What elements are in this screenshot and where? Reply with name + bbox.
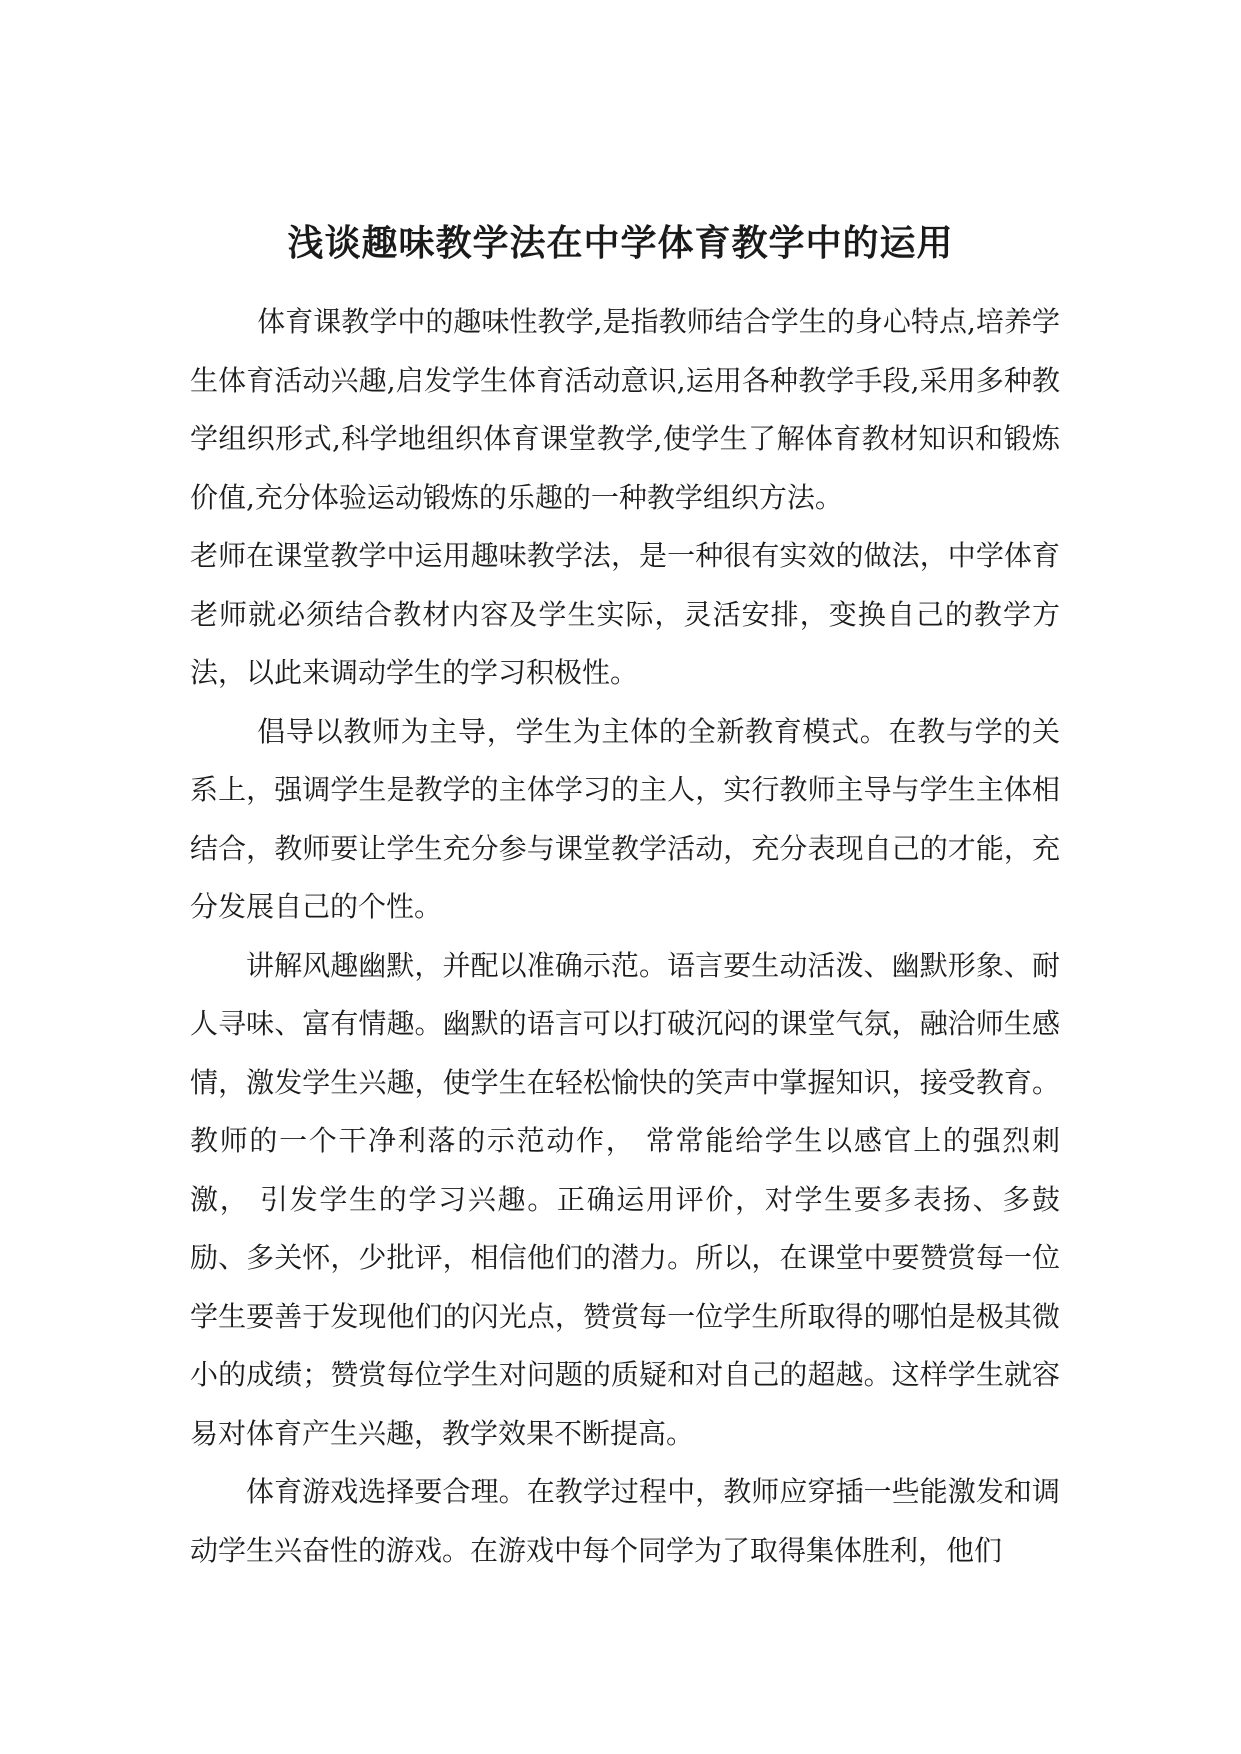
- paragraph-definition: 体育课教学中的趣味性教学,是指教师结合学生的身心特点,培养学生体育活动兴趣,启发学生体育活动意识,运用各种教学手段,采用多种教学组织形式,科学地组织体育课堂教学,使学生了解体育教材知识和锻炼价值,充分体验运动锻炼的乐趣的一种教学组织方法。: [190, 305, 1060, 514]
- paragraph-humor-demonstration: 讲解风趣幽默，并配以准确示范。语言要生动活泼、幽默形象、耐人寻味、富有情趣。幽默的语言可以打破沉闷的课堂气氛，融洽师生感情，激发学生兴趣，使学生在轻松愉快的笑声中掌握知识，接受教育。教师的一个干净利落的示范动作， 常常能给学生以感官上的强烈刺激， 引发学生的学习兴趣。正确运用评价，对学生要多表扬、多鼓励、多关怀，少批评，相信他们的潜力。所以，在课堂中要赞赏每一位学生要善于发现他们的闪光点，赞赏每一位学生所取得的哪怕是极其微小的成绩；赞赏每位学生对问题的质疑和对自己的超越。这样学生就容易对体育产生兴趣，教学效果不断提高。: [190, 948, 1060, 1450]
- paragraph-teacher-method: 老师在课堂教学中运用趣味教学法，是一种很有实效的做法，中学体育老师就必须结合教材内容及学生实际，灵活安排，变换自己的教学方法，以此来调动学生的学习积极性。: [190, 539, 1060, 689]
- paragraph-games: 体育游戏选择要合理。在教学过程中，教师应穿插一些能激发和调动学生兴奋性的游戏。在游戏中每个同学为了取得集体胜利，他们: [190, 1475, 1060, 1567]
- document-body: [190, 293, 1060, 1580]
- paragraph-teaching-model: 倡导以教师为主导，学生为主体的全新教育模式。在教与学的关系上，强调学生是教学的主体学习的主人，实行教师主导与学生主体相结合，教师要让学生充分参与课堂教学活动，充分表现自己的才能，充分发展自己的个性。: [190, 714, 1060, 923]
- document-title: 浅谈趣味教学法在中学体育教学中的运用: [287, 223, 954, 264]
